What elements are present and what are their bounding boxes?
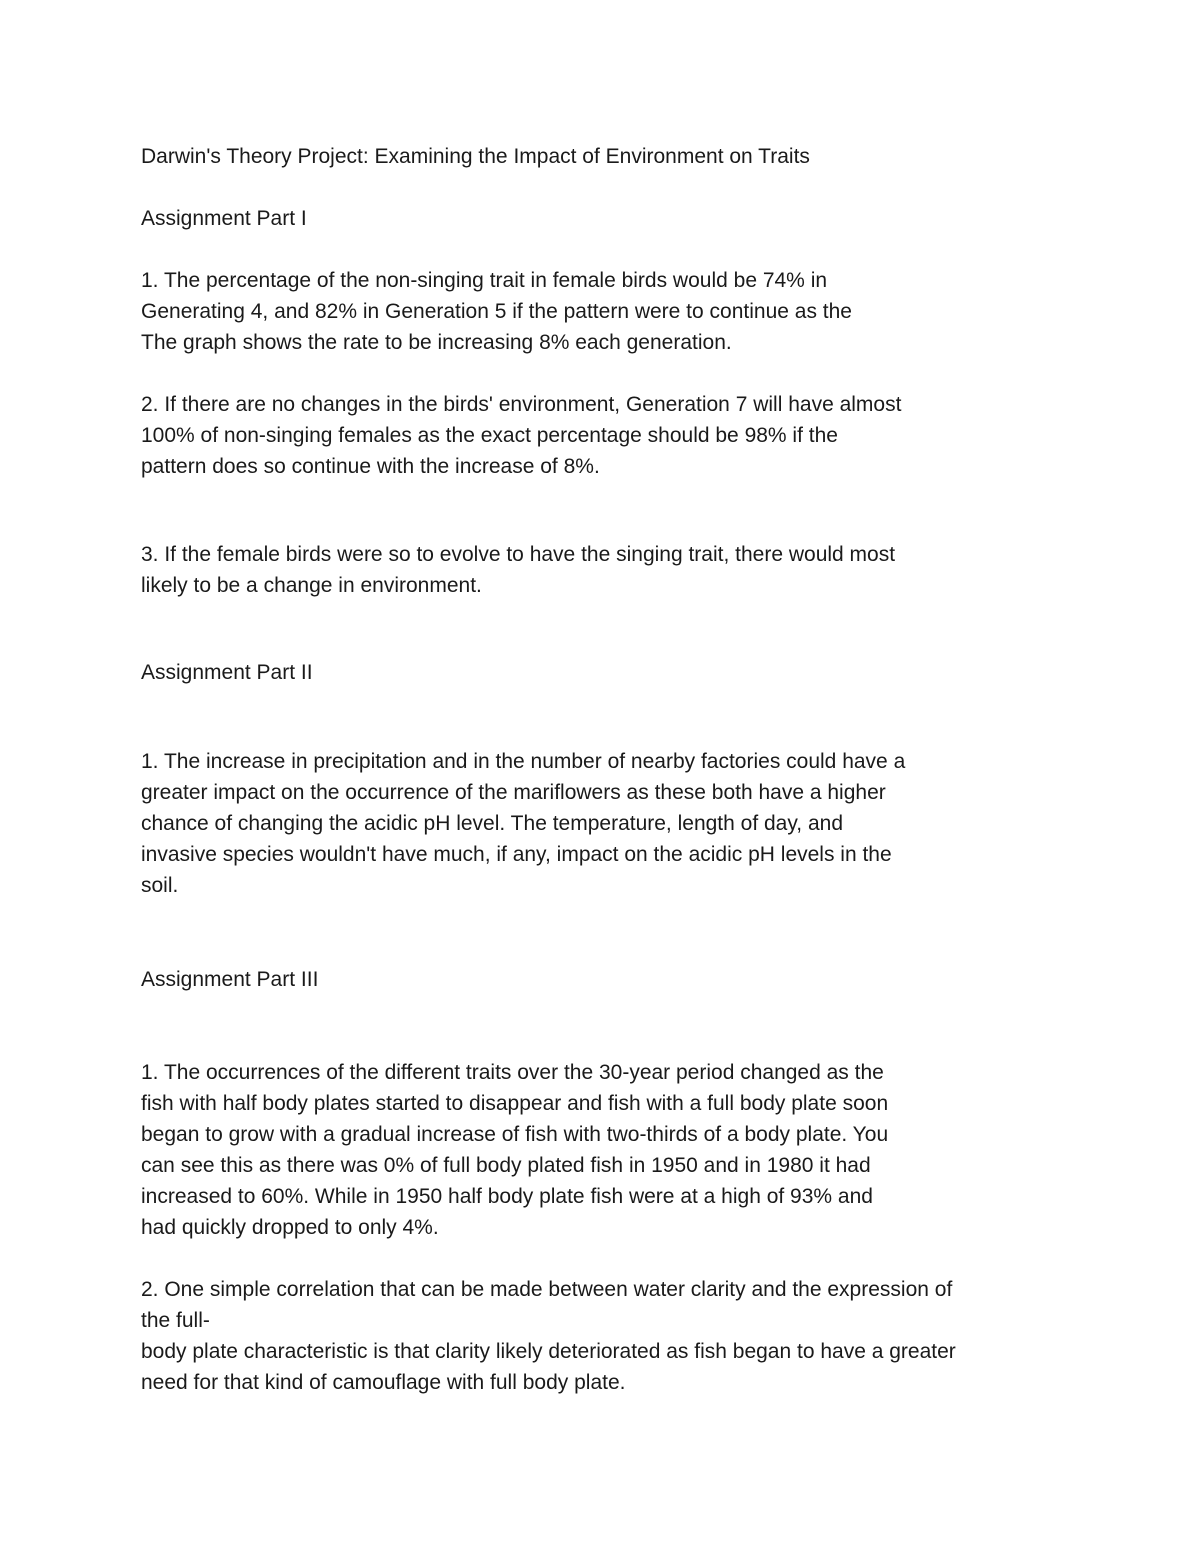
text-line: 3. If the female birds were so to evolve to have the singing trait, there would most — [141, 543, 896, 566]
text-line: likely to be a change in environment. — [141, 574, 482, 597]
text-line: the full- — [141, 1309, 210, 1332]
text-line: pattern does so continue with the increase of 8%. — [141, 455, 600, 478]
text-line: need for that kind of camouflage with full body plate. — [141, 1371, 626, 1394]
part1-heading: Assignment Part I — [141, 207, 307, 230]
text-line: fish with half body plates started to disappear and fish with a full body plate soon — [141, 1092, 889, 1115]
text-line: Generating 4, and 82% in Generation 5 if the pattern were to continue as the — [141, 300, 852, 323]
text-line: invasive species wouldn't have much, if any, impact on the acidic pH levels in the — [141, 843, 892, 866]
text-line: greater impact on the occurrence of the mariflowers as these both have a higher — [141, 781, 886, 804]
text-line: 1. The occurrences of the different traits over the 30-year period changed as the — [141, 1061, 884, 1084]
text-line: had quickly dropped to only 4%. — [141, 1216, 439, 1239]
text-line: 1. The increase in precipitation and in the number of nearby factories could have a — [141, 750, 906, 773]
text-line: 1. The percentage of the non-singing trait in female birds would be 74% in — [141, 269, 828, 292]
part3-heading: Assignment Part III — [141, 968, 319, 991]
text-line: began to grow with a gradual increase of fish with two-thirds of a body plate. You — [141, 1123, 889, 1146]
part2-heading: Assignment Part II — [141, 661, 313, 684]
text-line: body plate characteristic is that clarity likely deteriorated as fish began to have a greater — [141, 1340, 956, 1363]
text-line: increased to 60%. While in 1950 half body plate fish were at a high of 93% and — [141, 1185, 873, 1208]
text-line: 100% of non-singing females as the exact percentage should be 98% if the — [141, 424, 838, 447]
text-line: The graph shows the rate to be increasing 8% each generation. — [141, 331, 732, 354]
document-title: Darwin's Theory Project: Examining the Impact of Environment on Traits — [141, 145, 810, 168]
text-line: can see this as there was 0% of full body plated fish in 1950 and in 1980 it had — [141, 1154, 871, 1177]
text-line: 2. If there are no changes in the birds' environment, Generation 7 will have almost — [141, 393, 902, 416]
text-line: 2. One simple correlation that can be made between water clarity and the expression of — [141, 1278, 953, 1301]
text-line: chance of changing the acidic pH level. The temperature, length of day, and — [141, 812, 844, 835]
text-line: soil. — [141, 874, 179, 897]
